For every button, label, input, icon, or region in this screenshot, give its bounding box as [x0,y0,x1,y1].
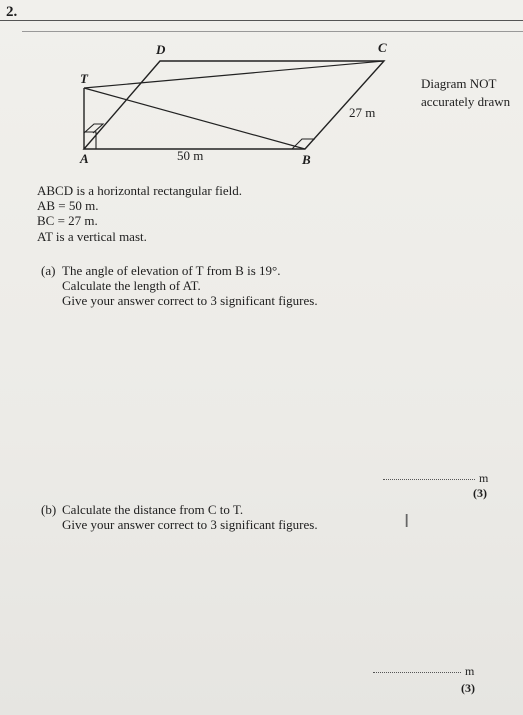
part-a-label: (a) [41,263,56,278]
right-angle-marker [292,139,315,149]
header-rule-secondary [22,31,523,32]
marks-b: (3) [461,681,475,695]
line-tb [84,88,305,149]
label-t: T [80,71,88,86]
answer-unit-a: m [479,471,489,485]
diagram-note-line1: Diagram NOT [421,76,497,91]
statement-mast: AT is a vertical mast. [37,229,147,244]
label-a: A [80,151,89,166]
dimension-ab: 50 m [177,148,204,163]
answer-unit-b: m [465,664,475,678]
part-b-line1: Calculate the distance from C to T. [62,502,244,517]
answer-line-b[interactable] [373,672,461,673]
label-b: B [302,152,311,167]
answer-line-a[interactable] [383,479,475,480]
part-b-label: (b) [41,502,57,517]
part-b-line2: Give your answer correct to 3 significant figures. [62,517,318,532]
question-number: 2. [6,4,18,20]
diagram-note-line2: accurately drawn [421,94,511,109]
statement-field: ABCD is a horizontal rectangular field. [37,183,243,198]
statement-ab: AB = 50 m. [37,198,99,213]
diagram-note [421,75,510,111]
part-a-line1: The angle of elevation of T from B is 19°. [62,263,281,278]
line-tc [84,61,384,88]
marks-a: (3) [473,486,487,500]
statement-bc: BC = 27 m. [37,213,98,228]
label-c: C [378,40,387,55]
text-cursor-icon: I [404,511,410,532]
part-a-line3: Give your answer correct to 3 significant figures. [62,293,318,308]
dimension-bc: 27 m [349,105,376,120]
label-d: D [156,42,166,57]
field-diagram [70,36,410,171]
part-a-line2: Calculate the length of AT. [62,278,201,293]
header-rule [0,20,523,21]
